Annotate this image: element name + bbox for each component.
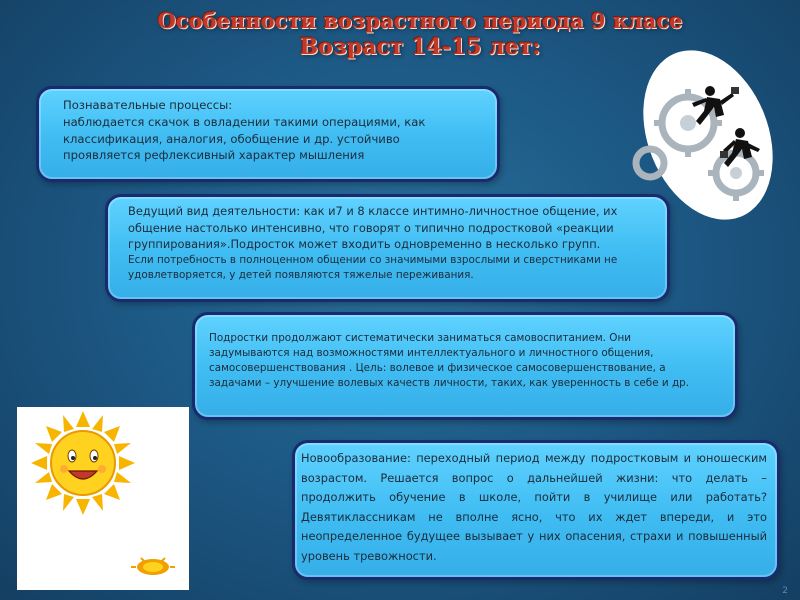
- activity-text-line: удовлетворяется, у детей появляются тяжелые переживания.: [128, 268, 474, 281]
- activity-text-line: общение настолько интенсивно, что говорят о типично подростковой «реакции: [128, 220, 614, 235]
- activity-text-line: Ведущий вид деятельности: как и7 и 8 классе интимно-личностное общение, их: [128, 204, 618, 218]
- sun-illustration: [17, 407, 189, 590]
- slide-title-line2: Возраст 14-15 лет:: [299, 34, 541, 61]
- self-education-box: [192, 312, 738, 420]
- self-education-text-line: задачами – улучшение волевых качеств личности, таких, как уверенность в себе и др.: [209, 377, 690, 390]
- cognitive-heading: Познавательные процессы:: [63, 98, 233, 112]
- cognitive-text-line: классификация, аналогия, обобщение и др. устойчиво: [63, 131, 400, 146]
- cognitive-text-line: проявляется рефлексивный характер мышления: [63, 148, 365, 163]
- cognitive-text-line: наблюдается скачок в овладении такими операциями, как: [63, 114, 426, 129]
- neoformation-text: Новообразование: переходный период между подростковым и юношеским возрастом. Решается вопрос о дальнейшей жизни: что делать – продолжить обучение в школе, пойти в училище или работать? Девятиклассникам не вполне ясно, что их ждет впереди, и это неопределенное будущее вызывает у них опасения, страхи и повышенный уровень тревожности.: [301, 451, 767, 564]
- self-education-text-line: Подростки продолжают систематически заниматься самовоспитанием. Они: [209, 332, 632, 344]
- cognitive-processes-box: [36, 86, 500, 182]
- self-education-text-line: задумываются над возможностями интеллектуального и личностного общения,: [209, 347, 654, 360]
- activity-text-line: Если потребность в полноценном общении со значимыми взрослыми и сверстниками не: [128, 253, 618, 266]
- leading-activity-box: [105, 194, 670, 302]
- self-education-text-line: самосовершенствования . Цель: волевое и физическое самосовершенствование, а: [209, 362, 666, 375]
- activity-text-line: группирования».Подросток может входить одновременно в несколько групп.: [128, 237, 601, 252]
- slide-title-line1: Особенности возрастного периода 9 класе: [157, 8, 683, 33]
- page-number: 2: [782, 586, 788, 596]
- neoformation-box: [292, 440, 780, 580]
- sun-icon: [17, 407, 189, 590]
